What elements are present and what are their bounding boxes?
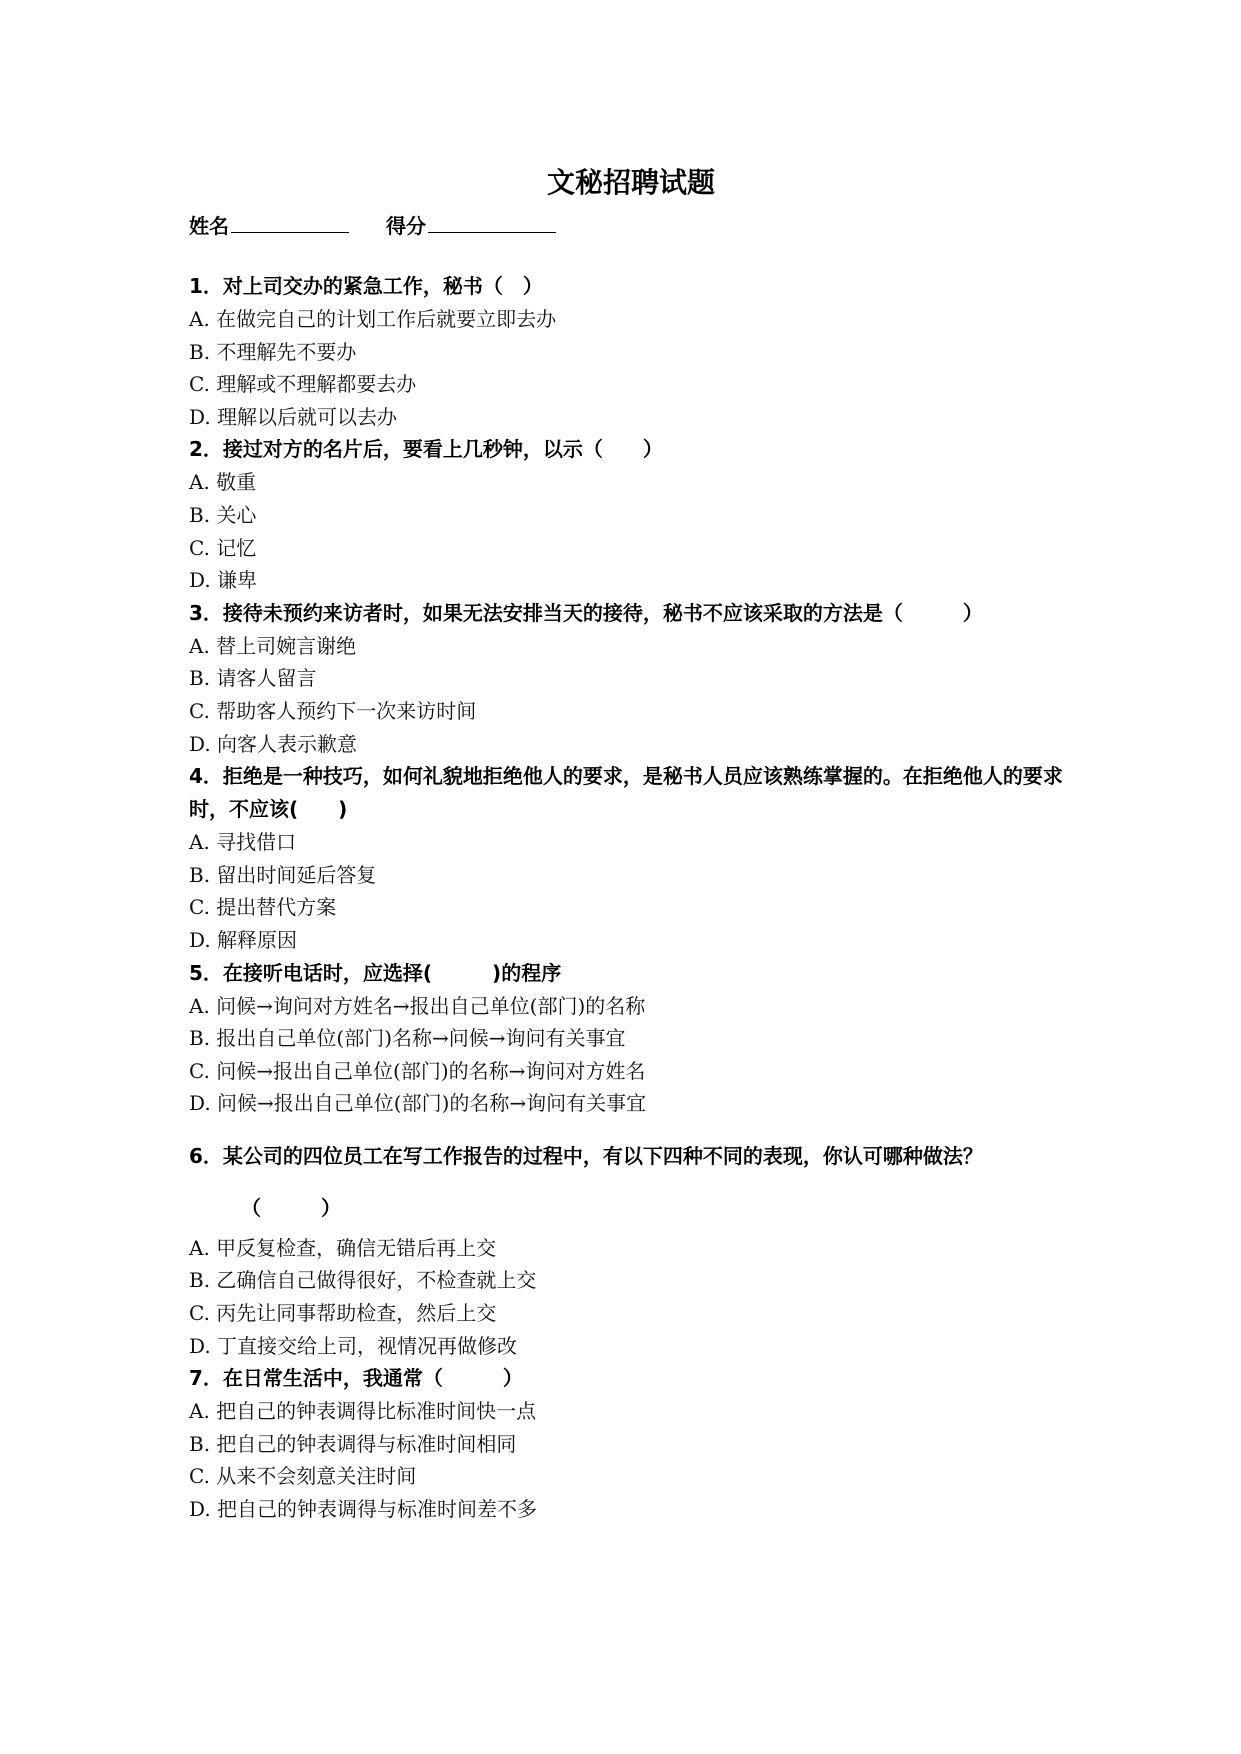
option-c: C. 提出替代方案 <box>189 895 337 920</box>
option-a: A. 在做完自己的计划工作后就要立即去办 <box>189 307 557 331</box>
option-a: A. 把自己的钟表调得比标准时间快一点 <box>189 1399 537 1424</box>
question-text: 4．拒绝是一种技巧，如何礼貌地拒绝他人的要求，是秘书人员应该熟练掌握的。在拒绝他人的要求时，不应该( ) <box>189 764 1063 822</box>
option-a: A. 问候→询问对方姓名→报出自己单位(部门)的名称 <box>189 993 646 1018</box>
option-d: D. 向客人表示歉意 <box>189 731 358 756</box>
option-b: B. 不理解先不要办 <box>189 339 357 364</box>
question-7 <box>189 1362 1069 1525</box>
question-5 <box>189 957 1069 1120</box>
option-a: A. 敬重 <box>189 470 257 495</box>
option-c: C. 问候→报出自己单位(部门)的名称→询问对方姓名 <box>189 1058 646 1083</box>
question-text: 3．接待未预约来访者时，如果无法安排当天的接待，秘书不应该采取的方法是（ ） <box>189 600 983 625</box>
question-1 <box>189 270 1069 433</box>
option-b: B. 请客人留言 <box>189 666 317 691</box>
question-text: 1．对上司交办的紧急工作，秘书（ ） <box>189 274 543 298</box>
option-c: C. 帮助客人预约下一次来访时间 <box>189 698 477 723</box>
option-b: B. 把自己的钟表调得与标准时间相同 <box>189 1431 517 1456</box>
option-d: D. 解释原因 <box>189 927 298 952</box>
question-3 <box>189 597 1069 760</box>
option-c: C. 理解或不理解都要去办 <box>189 372 417 397</box>
score-blank[interactable] <box>428 208 556 233</box>
question-text: 2．接过对方的名片后，要看上几秒钟，以示（ ） <box>189 437 663 462</box>
name-label: 姓名 <box>189 214 229 238</box>
option-d: D. 丁直接交给上司，视情况再做修改 <box>189 1333 518 1358</box>
exam-page <box>189 160 1069 1526</box>
option-a: A. 寻找借口 <box>189 830 297 855</box>
score-field[interactable] <box>386 206 556 246</box>
document-title: 文秘招聘试题 <box>546 166 715 199</box>
option-d: D. 问候→报出自己单位(部门)的名称→询问有关事宜 <box>189 1091 647 1116</box>
option-a: A. 甲反复检查，确信无错后再上交 <box>189 1235 497 1260</box>
name-field[interactable] <box>189 206 349 246</box>
question-4 <box>189 760 1069 956</box>
question-2 <box>189 433 1069 596</box>
question-text: 6．某公司的四位员工在写工作报告的过程中，有以下四种不同的表现，你认可哪种做法？ <box>189 1143 983 1168</box>
option-d: D. 理解以后就可以去办 <box>189 404 398 429</box>
option-b: B. 乙确信自己做得很好，不检查就上交 <box>189 1268 537 1293</box>
option-c: C. 丙先让同事帮助检查，然后上交 <box>189 1301 497 1326</box>
name-blank[interactable] <box>231 208 349 233</box>
score-label: 得分 <box>385 214 426 238</box>
question-text: 7．在日常生活中，我通常（ ） <box>189 1366 523 1391</box>
option-d: D. 把自己的钟表调得与标准时间差不多 <box>189 1497 538 1522</box>
option-d: D. 谦卑 <box>189 568 258 593</box>
option-b: B. 报出自己单位(部门)名称→问候→询问有关事宜 <box>189 1026 626 1051</box>
option-c: C. 记忆 <box>189 535 257 560</box>
answer-paren: （ ） <box>241 1195 341 1220</box>
option-a: A. 替上司婉言谢绝 <box>189 633 357 658</box>
question-6 <box>189 1136 1069 1362</box>
question-text: 5．在接听电话时，应选择( )的程序 <box>189 960 562 985</box>
option-c: C. 从来不会刻意关注时间 <box>189 1464 417 1489</box>
header-fields <box>189 206 1069 246</box>
option-b: B. 关心 <box>189 502 257 527</box>
option-b: B. 留出时间延后答复 <box>189 862 377 887</box>
